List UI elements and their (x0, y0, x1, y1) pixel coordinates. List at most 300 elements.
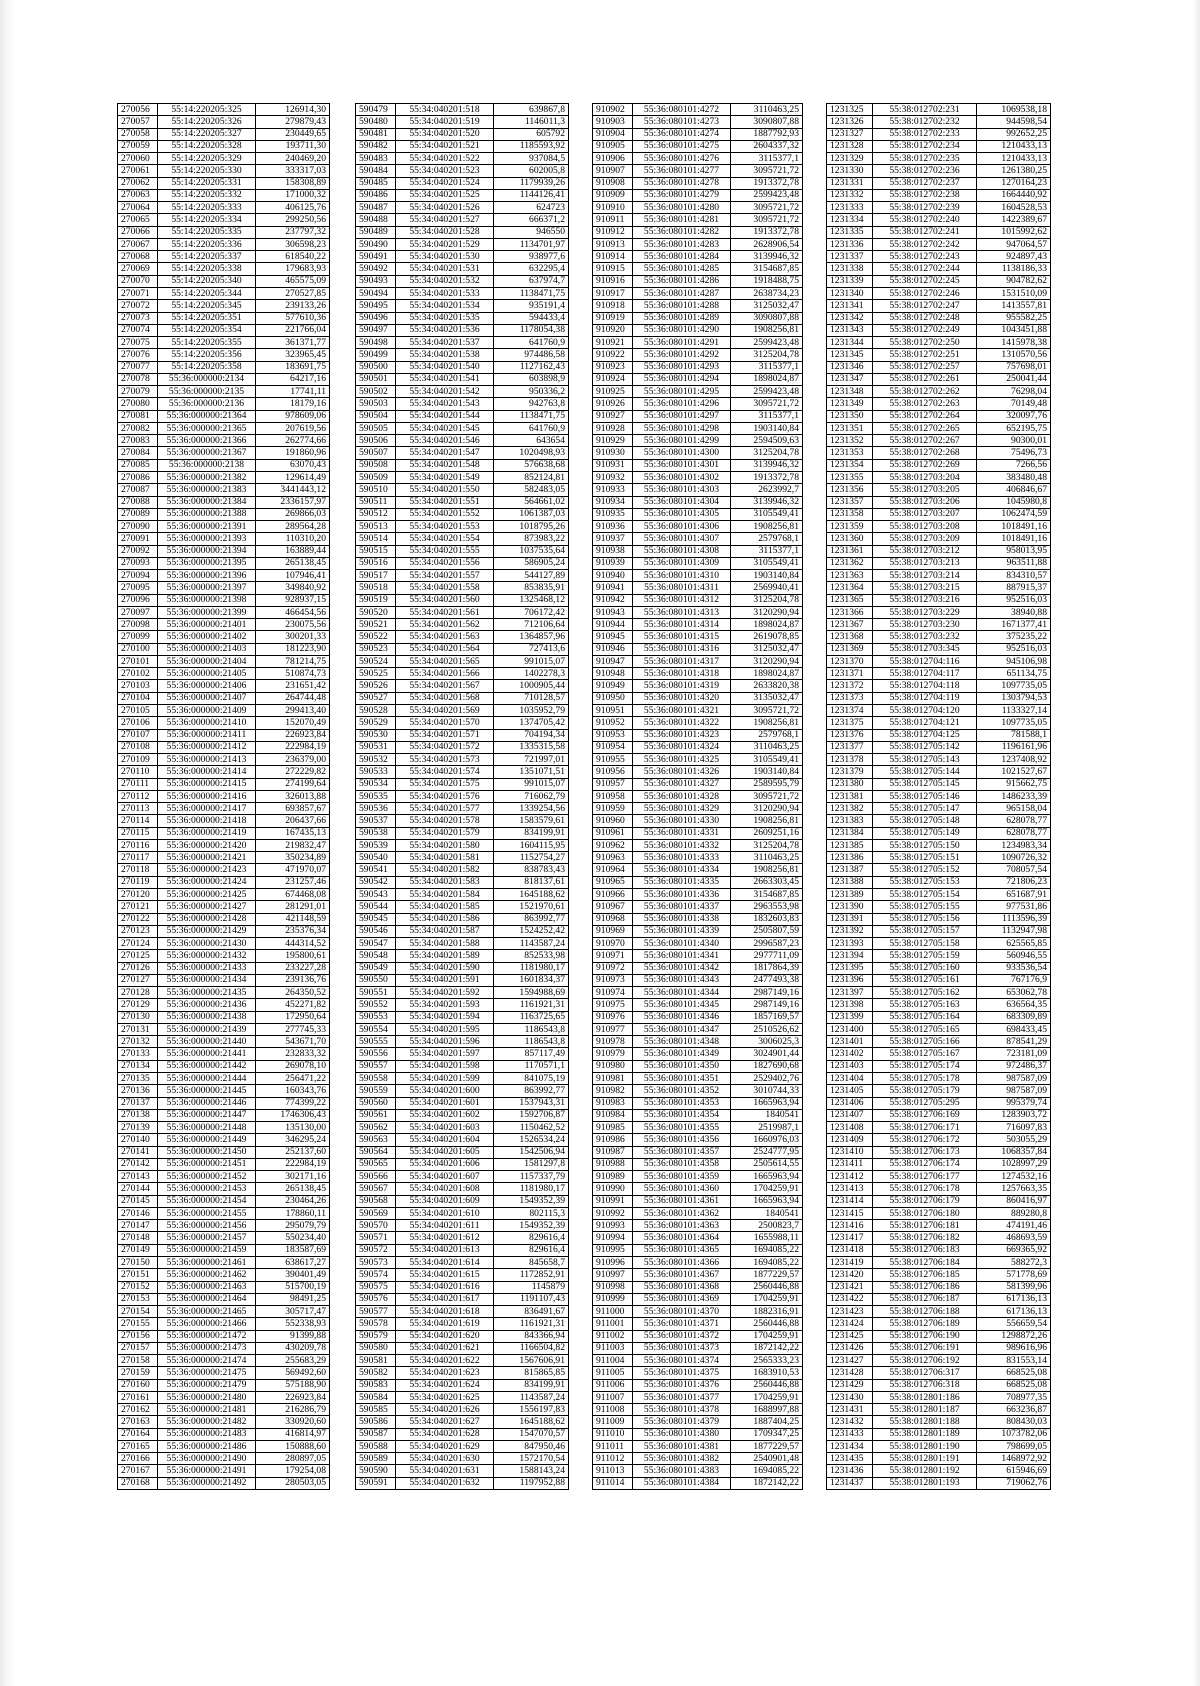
value-cell: 1671377,41 (977, 619, 1051, 631)
value-cell: 1918488,75 (731, 275, 803, 287)
cadastral-number-cell: 55:36:080101:4307 (633, 533, 731, 545)
cadastral-number-cell: 55:38:012703:215 (873, 582, 977, 594)
value-cell: 989616,96 (977, 1342, 1051, 1354)
cadastral-number-cell: 55:36:080101:4337 (633, 901, 731, 913)
row-number-cell: 590566 (356, 1171, 396, 1183)
value-cell: 1604115,95 (494, 839, 569, 851)
table-row (827, 435, 1051, 447)
cadastral-number-cell: 55:36:080101:4289 (633, 312, 731, 324)
value-cell: 3115377,1 (731, 545, 803, 557)
value-cell: 191860,96 (256, 447, 330, 459)
table-row (827, 471, 1051, 483)
cadastral-number-cell: 55:34:040201:615 (396, 1269, 494, 1281)
cadastral-number-cell: 55:36:000000:21446 (158, 1097, 256, 1109)
value-cell: 1660976,03 (731, 1134, 803, 1146)
cadastral-number-cell: 55:36:080101:4312 (633, 594, 731, 606)
value-cell: 38940,88 (977, 606, 1051, 618)
value-cell: 818137,61 (494, 876, 569, 888)
row-number-cell: 590560 (356, 1097, 396, 1109)
cadastral-number-cell: 55:36:000000:21486 (158, 1440, 256, 1452)
cadastral-number-cell: 55:36:000000:21451 (158, 1158, 256, 1170)
row-number-cell: 590547 (356, 938, 396, 950)
table-row (827, 312, 1051, 324)
table-row (827, 925, 1051, 937)
row-number-cell: 590521 (356, 619, 396, 631)
table-row (593, 913, 803, 925)
value-cell: 3125204,78 (731, 839, 803, 851)
cadastral-number-cell: 55:36:080101:4320 (633, 692, 731, 704)
row-number-cell: 270143 (118, 1171, 158, 1183)
cadastral-number-cell: 55:34:040201:617 (396, 1293, 494, 1305)
cadastral-number-cell: 55:34:040201:549 (396, 471, 494, 483)
row-number-cell: 590588 (356, 1440, 396, 1452)
cadastral-number-cell: 55:36:000000:21450 (158, 1146, 256, 1158)
row-number-cell: 1231397 (827, 987, 873, 999)
cadastral-number-cell: 55:34:040201:611 (396, 1220, 494, 1232)
table-row (593, 1036, 803, 1048)
row-number-cell: 590490 (356, 238, 396, 250)
row-number-cell: 1231346 (827, 361, 873, 373)
value-cell: 70149,48 (977, 398, 1051, 410)
value-cell: 75496,73 (977, 447, 1051, 459)
row-number-cell: 910942 (593, 594, 633, 606)
table-row (593, 655, 803, 667)
table-row (356, 496, 569, 508)
table-row (827, 606, 1051, 618)
cadastral-number-cell: 55:36:000000:21453 (158, 1183, 256, 1195)
cadastral-number-cell: 55:38:012702:262 (873, 386, 977, 398)
cadastral-number-cell: 55:36:080101:4336 (633, 889, 731, 901)
cadastral-number-cell: 55:34:040201:570 (396, 717, 494, 729)
value-cell: 965158,04 (977, 803, 1051, 815)
row-number-cell: 910956 (593, 766, 633, 778)
cadastral-number-cell: 55:36:080101:4286 (633, 275, 731, 287)
row-number-cell: 910955 (593, 754, 633, 766)
value-cell: 863992,77 (494, 913, 569, 925)
value-cell: 1704259,91 (731, 1293, 803, 1305)
row-number-cell: 590578 (356, 1318, 396, 1330)
cadastral-number-cell: 55:38:012702:250 (873, 337, 977, 349)
row-number-cell: 1231325 (827, 104, 873, 116)
value-cell: 3154687,85 (731, 889, 803, 901)
value-cell: 643654 (494, 435, 569, 447)
table-row (118, 987, 330, 999)
row-number-cell: 590586 (356, 1416, 396, 1428)
value-cell: 3125204,78 (731, 349, 803, 361)
table-row (593, 668, 803, 680)
value-cell: 230464,26 (256, 1195, 330, 1207)
table-row (593, 1122, 803, 1134)
value-cell: 1537943,31 (494, 1097, 569, 1109)
table-row (827, 1453, 1051, 1465)
table-row (118, 839, 330, 851)
table-row (118, 1477, 330, 1489)
cadastral-number-cell: 55:34:040201:626 (396, 1404, 494, 1416)
row-number-cell: 1231332 (827, 189, 873, 201)
cadastral-number-cell: 55:36:000000:2136 (158, 398, 256, 410)
cadastral-number-cell: 55:36:080101:4384 (633, 1477, 731, 1489)
row-number-cell: 270122 (118, 913, 158, 925)
value-cell: 333317,03 (256, 165, 330, 177)
cadastral-number-cell: 55:34:040201:565 (396, 655, 494, 667)
row-number-cell: 910979 (593, 1048, 633, 1060)
row-number-cell: 590585 (356, 1404, 396, 1416)
cadastral-number-cell: 55:36:000000:21416 (158, 790, 256, 802)
row-number-cell: 910902 (593, 104, 633, 116)
value-cell: 942763,8 (494, 398, 569, 410)
row-number-cell: 590553 (356, 1011, 396, 1023)
value-cell: 1887404,25 (731, 1416, 803, 1428)
row-number-cell: 1231387 (827, 864, 873, 876)
value-cell: 2569940,41 (731, 582, 803, 594)
row-number-cell: 910953 (593, 729, 633, 741)
cadastral-number-cell: 55:36:000000:21436 (158, 999, 256, 1011)
row-number-cell: 270154 (118, 1306, 158, 1318)
row-number-cell: 590582 (356, 1367, 396, 1379)
cadastral-number-cell: 55:34:040201:612 (396, 1232, 494, 1244)
value-cell: 1402278,3 (494, 668, 569, 680)
row-number-cell: 270089 (118, 508, 158, 520)
table-row (593, 1428, 803, 1440)
row-number-cell: 590500 (356, 361, 396, 373)
table-row (118, 1244, 330, 1256)
value-cell: 1468972,92 (977, 1453, 1051, 1465)
value-cell: 2524777,95 (731, 1146, 803, 1158)
row-number-cell: 590531 (356, 741, 396, 753)
row-number-cell: 1231347 (827, 373, 873, 385)
value-cell: 3105549,41 (731, 508, 803, 520)
value-cell: 237797,32 (256, 226, 330, 238)
row-number-cell: 1231392 (827, 925, 873, 937)
cadastral-number-cell: 55:36:000000:21423 (158, 864, 256, 876)
row-number-cell: 590503 (356, 398, 396, 410)
cadastral-number-cell: 55:36:080101:4293 (633, 361, 731, 373)
value-cell: 544127,89 (494, 570, 569, 582)
value-cell: 1037535,64 (494, 545, 569, 557)
value-cell: 1645188,62 (494, 889, 569, 901)
table-row (118, 1256, 330, 1268)
table-row (827, 202, 1051, 214)
value-cell: 320097,76 (977, 410, 1051, 422)
value-cell: 638617,27 (256, 1256, 330, 1268)
value-cell: 781588,1 (977, 729, 1051, 741)
cadastral-number-cell: 55:38:012703:205 (873, 484, 977, 496)
table-row (593, 214, 803, 226)
cadastral-number-cell: 55:34:040201:567 (396, 680, 494, 692)
value-cell: 1908256,81 (731, 864, 803, 876)
cadastral-number-cell: 55:38:012706:189 (873, 1318, 977, 1330)
cadastral-number-cell: 55:36:000000:21452 (158, 1171, 256, 1183)
row-number-cell: 910920 (593, 324, 633, 336)
cadastral-number-cell: 55:38:012705:147 (873, 803, 977, 815)
cadastral-number-cell: 55:36:000000:21364 (158, 410, 256, 422)
table-row (827, 594, 1051, 606)
table-row (118, 925, 330, 937)
table-row (593, 484, 803, 496)
cadastral-number-cell: 55:36:000000:21405 (158, 668, 256, 680)
value-cell: 935191,4 (494, 300, 569, 312)
table-row (827, 938, 1051, 950)
row-number-cell: 910988 (593, 1158, 633, 1170)
table-row (593, 631, 803, 643)
row-number-cell: 590546 (356, 925, 396, 937)
cadastral-number-cell: 55:38:012705:155 (873, 901, 977, 913)
row-number-cell: 1231429 (827, 1379, 873, 1391)
row-number-cell: 910992 (593, 1207, 633, 1219)
cadastral-number-cell: 55:36:000000:21432 (158, 950, 256, 962)
row-number-cell: 590544 (356, 901, 396, 913)
table-row (827, 913, 1051, 925)
table-row (356, 1023, 569, 1035)
row-number-cell: 590528 (356, 705, 396, 717)
row-number-cell: 910936 (593, 521, 633, 533)
table-row (118, 1183, 330, 1195)
row-number-cell: 270137 (118, 1097, 158, 1109)
table-row (827, 422, 1051, 434)
cadastral-number-cell: 55:38:012705:152 (873, 864, 977, 876)
table-row (593, 202, 803, 214)
table-row (118, 153, 330, 165)
table-row (118, 226, 330, 238)
table-row (118, 373, 330, 385)
table-row (593, 815, 803, 827)
row-number-cell: 1231436 (827, 1465, 873, 1477)
value-cell: 306598,23 (256, 238, 330, 250)
table-row (827, 508, 1051, 520)
row-number-cell: 1231359 (827, 521, 873, 533)
value-cell: 1908256,81 (731, 815, 803, 827)
cadastral-number-cell: 55:34:040201:591 (396, 974, 494, 986)
cadastral-number-cell: 55:36:080101:4285 (633, 263, 731, 275)
cadastral-number-cell: 55:36:000000:21455 (158, 1207, 256, 1219)
table-row (593, 533, 803, 545)
cadastral-number-cell: 55:38:012706:174 (873, 1158, 977, 1170)
value-cell: 421148,59 (256, 913, 330, 925)
value-cell: 466454,56 (256, 606, 330, 618)
cadastral-number-cell: 55:34:040201:601 (396, 1097, 494, 1109)
cadastral-number-cell: 55:36:080101:4278 (633, 177, 731, 189)
table-row (356, 238, 569, 250)
value-cell: 683309,89 (977, 1011, 1051, 1023)
table-row (593, 864, 803, 876)
cadastral-number-cell: 55:36:000000:21383 (158, 484, 256, 496)
cadastral-number-cell: 55:14:220205:330 (158, 165, 256, 177)
cadastral-number-cell: 55:38:012706:179 (873, 1195, 977, 1207)
row-number-cell: 590524 (356, 655, 396, 667)
value-cell: 1150462,52 (494, 1122, 569, 1134)
cadastral-number-cell: 55:34:040201:609 (396, 1195, 494, 1207)
value-cell: 222984,19 (256, 741, 330, 753)
row-number-cell: 1231376 (827, 729, 873, 741)
value-cell: 1000905,44 (494, 680, 569, 692)
value-cell: 977531,86 (977, 901, 1051, 913)
row-number-cell: 270159 (118, 1367, 158, 1379)
value-cell: 1210433,13 (977, 153, 1051, 165)
cadastral-number-cell: 55:38:012703:345 (873, 643, 977, 655)
value-cell: 1068357,84 (977, 1146, 1051, 1158)
table-row (827, 1465, 1051, 1477)
value-cell: 465575,09 (256, 275, 330, 287)
row-number-cell: 910989 (593, 1171, 633, 1183)
row-number-cell: 270162 (118, 1404, 158, 1416)
row-number-cell: 270113 (118, 803, 158, 815)
cadastral-number-cell: 55:36:000000:21415 (158, 778, 256, 790)
table-row (356, 312, 569, 324)
table-row (356, 1085, 569, 1097)
row-number-cell: 590480 (356, 116, 396, 128)
value-cell: 1524252,42 (494, 925, 569, 937)
row-number-cell: 1231422 (827, 1293, 873, 1305)
cadastral-number-cell: 55:34:040201:625 (396, 1391, 494, 1403)
row-number-cell: 270166 (118, 1453, 158, 1465)
cadastral-number-cell: 55:36:080101:4366 (633, 1256, 731, 1268)
value-cell: 265138,45 (256, 1183, 330, 1195)
value-cell: 716062,79 (494, 790, 569, 802)
row-number-cell: 910957 (593, 778, 633, 790)
table-row (118, 938, 330, 950)
value-cell: 183587,69 (256, 1244, 330, 1256)
row-number-cell: 910944 (593, 619, 633, 631)
row-number-cell: 911005 (593, 1367, 633, 1379)
row-number-cell: 1231434 (827, 1440, 873, 1452)
row-number-cell: 590499 (356, 349, 396, 361)
row-number-cell: 910913 (593, 238, 633, 250)
cadastral-number-cell: 55:36:000000:21397 (158, 582, 256, 594)
cadastral-number-cell: 55:36:080101:4292 (633, 349, 731, 361)
row-number-cell: 1231407 (827, 1109, 873, 1121)
row-number-cell: 910908 (593, 177, 633, 189)
cadastral-number-cell: 55:36:080101:4338 (633, 913, 731, 925)
cadastral-number-cell: 55:38:012702:247 (873, 300, 977, 312)
cadastral-number-cell: 55:34:040201:607 (396, 1171, 494, 1183)
table-row (356, 754, 569, 766)
value-cell: 991015,07 (494, 778, 569, 790)
cadastral-number-cell: 55:38:012706:172 (873, 1134, 977, 1146)
row-number-cell: 590543 (356, 889, 396, 901)
table-row (118, 827, 330, 839)
cadastral-number-cell: 55:34:040201:525 (396, 189, 494, 201)
table-row (593, 300, 803, 312)
row-number-cell: 590542 (356, 876, 396, 888)
cadastral-number-cell: 55:36:080101:4372 (633, 1330, 731, 1342)
cadastral-number-cell: 55:38:012702:234 (873, 140, 977, 152)
table-row (593, 778, 803, 790)
cadastral-number-cell: 55:36:080101:4379 (633, 1416, 731, 1428)
table-row (356, 300, 569, 312)
row-number-cell: 270131 (118, 1023, 158, 1035)
table-row (593, 153, 803, 165)
table-row (827, 1023, 1051, 1035)
row-number-cell: 270129 (118, 999, 158, 1011)
row-number-cell: 270142 (118, 1158, 158, 1170)
cadastral-number-cell: 55:36:080101:4367 (633, 1269, 731, 1281)
cadastral-number-cell: 55:36:080101:4370 (633, 1306, 731, 1318)
cadastral-number-cell: 55:36:000000:21430 (158, 938, 256, 950)
table-row (827, 263, 1051, 275)
cadastral-number-cell: 55:36:080101:4302 (633, 471, 731, 483)
row-number-cell: 1231383 (827, 815, 873, 827)
table-row (593, 938, 803, 950)
scan-right-edge (1192, 0, 1200, 1686)
row-number-cell: 590575 (356, 1281, 396, 1293)
value-cell: 719062,76 (977, 1477, 1051, 1489)
row-number-cell: 270102 (118, 668, 158, 680)
row-number-cell: 590534 (356, 778, 396, 790)
cadastral-number-cell: 55:36:080101:4354 (633, 1109, 731, 1121)
table-row (356, 508, 569, 520)
table-row (593, 680, 803, 692)
table-row (356, 1342, 569, 1354)
row-number-cell: 910937 (593, 533, 633, 545)
value-cell: 1196161,96 (977, 741, 1051, 753)
value-cell: 571778,69 (977, 1269, 1051, 1281)
value-cell: 272229,82 (256, 766, 330, 778)
value-cell: 452271,82 (256, 999, 330, 1011)
row-number-cell: 1231418 (827, 1244, 873, 1256)
table-row (593, 1453, 803, 1465)
value-cell: 815865,85 (494, 1367, 569, 1379)
row-number-cell: 590539 (356, 839, 396, 851)
row-number-cell: 910919 (593, 312, 633, 324)
table-row (593, 643, 803, 655)
table-row (356, 594, 569, 606)
value-cell: 3120290,94 (731, 606, 803, 618)
table-row (118, 582, 330, 594)
row-number-cell: 590587 (356, 1428, 396, 1440)
value-cell: 636564,35 (977, 999, 1051, 1011)
row-number-cell: 910941 (593, 582, 633, 594)
table-row (118, 202, 330, 214)
table-row (593, 373, 803, 385)
cadastral-number-cell: 55:34:040201:581 (396, 852, 494, 864)
value-cell: 995379,74 (977, 1097, 1051, 1109)
value-cell: 226923,84 (256, 729, 330, 741)
value-cell: 952516,03 (977, 643, 1051, 655)
value-cell: 1601834,37 (494, 974, 569, 986)
table-row (118, 1330, 330, 1342)
value-cell: 774399,22 (256, 1097, 330, 1109)
table-row (356, 324, 569, 336)
value-cell: 857117,49 (494, 1048, 569, 1060)
cadastral-number-cell: 55:38:012706:181 (873, 1220, 977, 1232)
row-number-cell: 270061 (118, 165, 158, 177)
cadastral-number-cell: 55:34:040201:583 (396, 876, 494, 888)
cadastral-number-cell: 55:34:040201:604 (396, 1134, 494, 1146)
cadastral-number-cell: 55:36:000000:21473 (158, 1342, 256, 1354)
row-number-cell: 270123 (118, 925, 158, 937)
row-number-cell: 910975 (593, 999, 633, 1011)
value-cell: 1840541 (731, 1109, 803, 1121)
value-cell: 91399,88 (256, 1330, 330, 1342)
value-cell: 167435,13 (256, 827, 330, 839)
cadastral-number-cell: 55:36:000000:21401 (158, 619, 256, 631)
row-number-cell: 270168 (118, 1477, 158, 1489)
table-row (356, 999, 569, 1011)
value-cell: 1018491,16 (977, 533, 1051, 545)
row-number-cell: 270086 (118, 471, 158, 483)
cadastral-number-cell: 55:36:000000:21388 (158, 508, 256, 520)
row-number-cell: 270083 (118, 435, 158, 447)
table-row (827, 1391, 1051, 1403)
value-cell: 1146011,3 (494, 116, 569, 128)
table-row (118, 778, 330, 790)
cadastral-number-cell: 55:14:220205:345 (158, 300, 256, 312)
table-row (593, 1477, 803, 1489)
value-cell: 330920,60 (256, 1416, 330, 1428)
value-cell: 987587,09 (977, 1085, 1051, 1097)
value-cell: 1913372,78 (731, 226, 803, 238)
cadastral-number-cell: 55:34:040201:550 (396, 484, 494, 496)
